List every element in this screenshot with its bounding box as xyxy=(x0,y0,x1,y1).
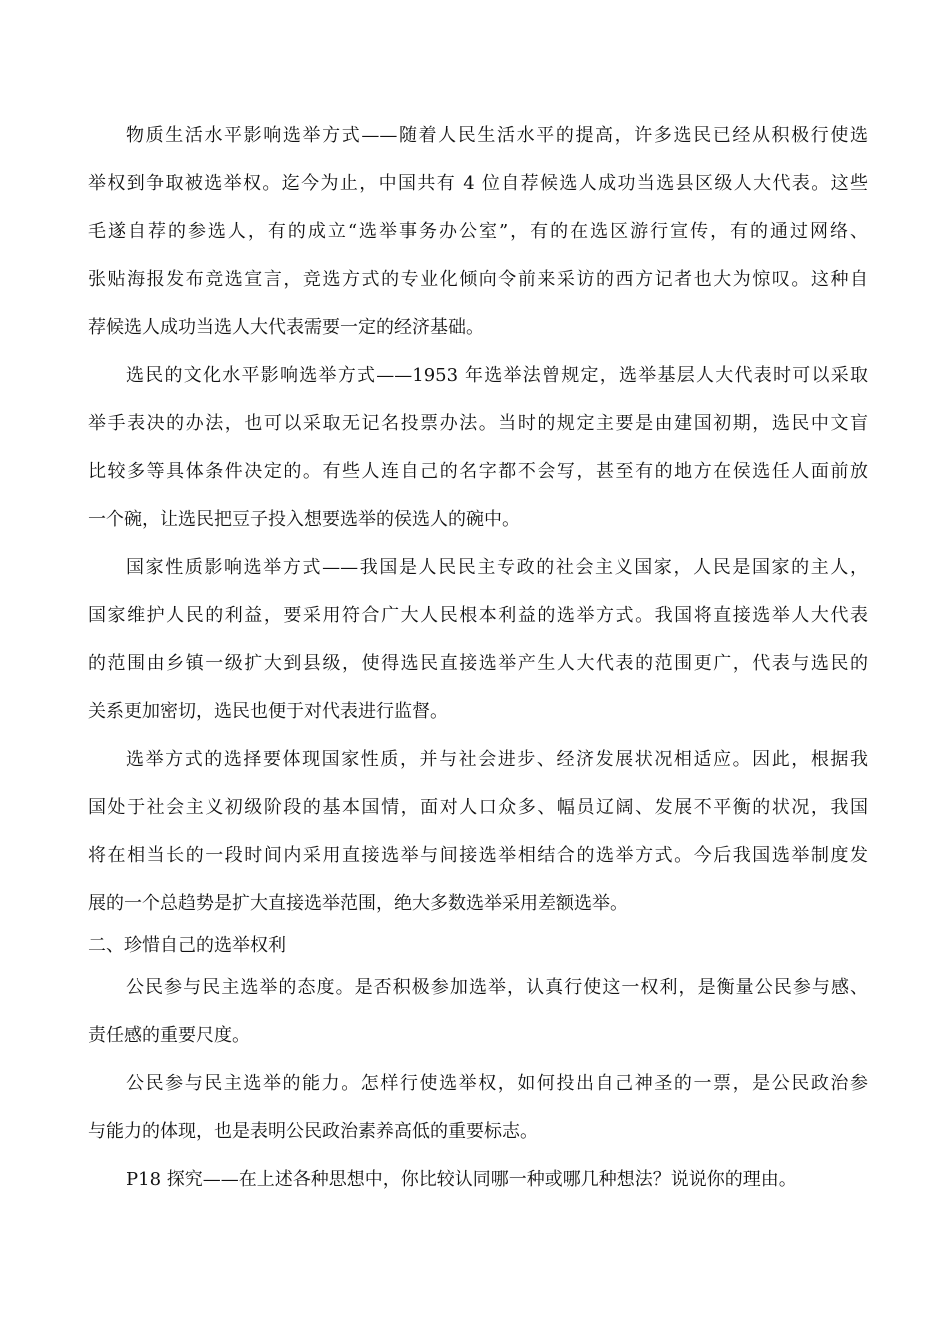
paragraph-line: P18 探究——在上述各种思想中，你比较认同哪一种或哪几种想法？说说你的理由。 xyxy=(126,1169,797,1190)
paragraph-line: 毛遂自荐的参选人，有的成立“选举事务办公室”，有的在选区游行宣传，有的通过网络、 xyxy=(88,221,868,242)
paragraph-line: 与能力的体现，也是表明公民政治素养高低的重要标志。 xyxy=(88,1121,538,1142)
paragraph-line: 国家维护人民的利益，要采用符合广大人民根本利益的选举方式。我国将直接选举人大代表 xyxy=(88,605,868,626)
paragraph-line: 国处于社会主义初级阶段的基本国情，面对人口众多、幅员辽阔、发展不平衡的状况，我国 xyxy=(88,797,868,818)
section-heading: 二、珍惜自己的选举权利 xyxy=(88,935,286,956)
paragraph-line: 国家性质影响选举方式——我国是人民民主专政的社会主义国家，人民是国家的主人， xyxy=(126,557,868,578)
paragraph-line: 物质生活水平影响选举方式——随着人民生活水平的提高，许多选民已经从积极行使选 xyxy=(126,125,868,146)
paragraph-line: 展的一个总趋势是扩大直接选举范围，绝大多数选举采用差额选举。 xyxy=(88,893,628,914)
paragraph-line: 关系更加密切，选民也便于对代表进行监督。 xyxy=(88,701,448,722)
paragraph-line: 将在相当长的一段时间内采用直接选举与间接选举相结合的选举方式。今后我国选举制度发 xyxy=(88,845,868,866)
paragraph-line: 选举方式的选择要体现国家性质，并与社会进步、经济发展状况相适应。因此，根据我 xyxy=(126,749,868,770)
paragraph-line: 选民的文化水平影响选举方式——1953 年选举法曾规定，选举基层人大代表时可以采取 xyxy=(126,365,868,386)
paragraph-line: 公民参与民主选举的态度。是否积极参加选举，认真行使这一权利，是衡量公民参与感、 xyxy=(126,977,868,998)
paragraph-line: 荐候选人成功当选人大代表需要一定的经济基础。 xyxy=(88,317,484,338)
paragraph-line: 举权到争取被选举权。迄今为止，中国共有 4 位自荐候选人成功当选县区级人大代表。这些 xyxy=(88,173,868,194)
paragraph-line: 张贴海报发布竞选宣言，竞选方式的专业化倾向令前来采访的西方记者也大为惊叹。这种自 xyxy=(88,269,868,290)
paragraph-line: 的范围由乡镇一级扩大到县级，使得选民直接选举产生人大代表的范围更广，代表与选民的 xyxy=(88,653,868,674)
paragraph-line: 比较多等具体条件决定的。有些人连自己的名字都不会写，甚至有的地方在侯选任人面前放 xyxy=(88,461,868,482)
paragraph-line: 一个碗，让选民把豆子投入想要选举的侯选人的碗中。 xyxy=(88,509,520,530)
paragraph-line: 公民参与民主选举的能力。怎样行使选举权，如何投出自己神圣的一票，是公民政治参 xyxy=(126,1073,868,1094)
paragraph-line: 举手表决的办法，也可以采取无记名投票办法。当时的规定主要是由建国初期，选民中文盲 xyxy=(88,413,868,434)
paragraph-line: 责任感的重要尺度。 xyxy=(88,1025,250,1046)
